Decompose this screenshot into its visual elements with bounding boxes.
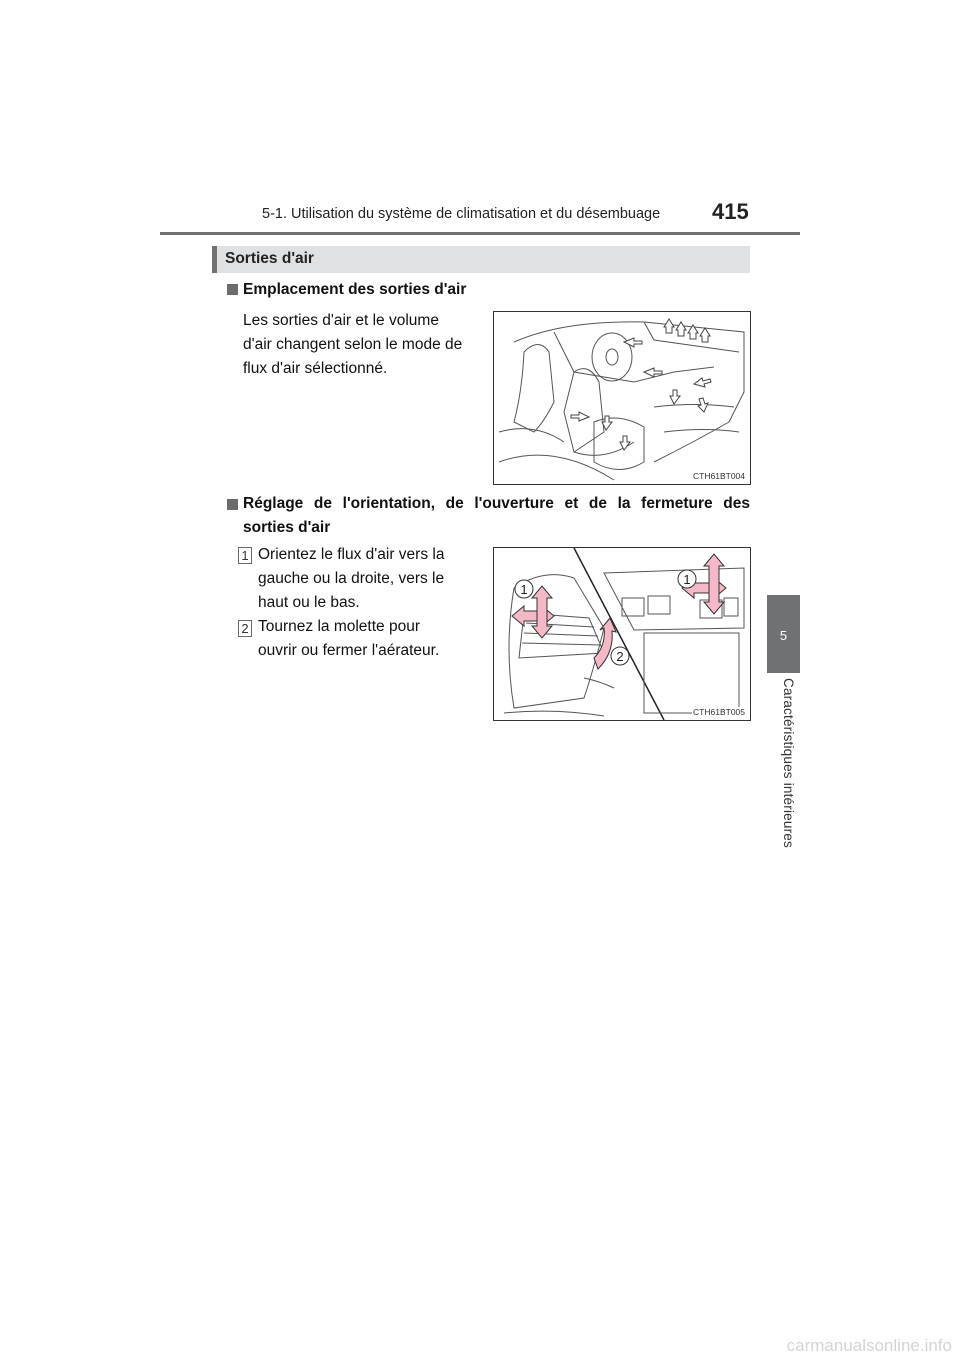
item1-line: Les sorties d'air et le volume bbox=[243, 312, 439, 329]
step-line: ouvrir ou fermer l'aérateur. bbox=[258, 642, 440, 659]
step-number-box: 2 bbox=[238, 620, 252, 637]
figure-code: CTH61BT005 bbox=[693, 707, 745, 717]
bullet-square-icon bbox=[227, 284, 238, 295]
vent-illustration bbox=[494, 548, 750, 720]
figure-code: CTH61BT004 bbox=[693, 471, 745, 481]
chapter-tab bbox=[767, 595, 800, 673]
item1-text bbox=[243, 309, 477, 381]
watermark-text: carmanualsonline.info bbox=[786, 1336, 952, 1355]
bullet-square-icon bbox=[227, 499, 238, 510]
step-line: gauche ou la droite, vers le bbox=[258, 570, 445, 587]
step2-text bbox=[258, 615, 477, 663]
callout-label: 2 bbox=[616, 649, 624, 664]
chapter-side-label: Caractéristiques intérieures bbox=[781, 678, 796, 848]
item2-heading-line2: sorties d'air bbox=[243, 519, 331, 536]
section-accent bbox=[212, 246, 217, 273]
item1-line: flux d'air sélectionné. bbox=[243, 360, 388, 377]
step-number-box: 1 bbox=[238, 547, 252, 564]
section-heading-bar bbox=[212, 246, 750, 273]
chapter-title: 5-1. Utilisation du système de climatisation et du désembuage bbox=[262, 206, 661, 222]
callout-label: 1 bbox=[683, 572, 691, 587]
step1-text bbox=[258, 543, 477, 615]
watermark-logo bbox=[0, 1332, 960, 1358]
step-line: Orientez le flux d'air vers la bbox=[258, 546, 445, 563]
header-divider bbox=[160, 232, 800, 235]
item2-heading-line1: Réglage de l'orientation, de l'ouverture et de la fermeture des bbox=[243, 495, 750, 512]
step-line: haut ou le bas. bbox=[258, 594, 360, 611]
section-title: Sorties d'air bbox=[225, 250, 314, 267]
chapter-tab-number: 5 bbox=[779, 628, 788, 643]
car-interior-illustration bbox=[494, 312, 750, 484]
step-line: Tournez la molette pour bbox=[258, 618, 420, 635]
vent-adjustment-figure bbox=[493, 547, 751, 721]
item1-heading: Emplacement des sorties d'air bbox=[243, 281, 467, 298]
page-number: 415 bbox=[712, 199, 749, 224]
air-outlets-location-figure bbox=[493, 311, 751, 485]
item1-line: d'air changent selon le mode de bbox=[243, 336, 463, 353]
callout-label: 1 bbox=[520, 582, 528, 597]
